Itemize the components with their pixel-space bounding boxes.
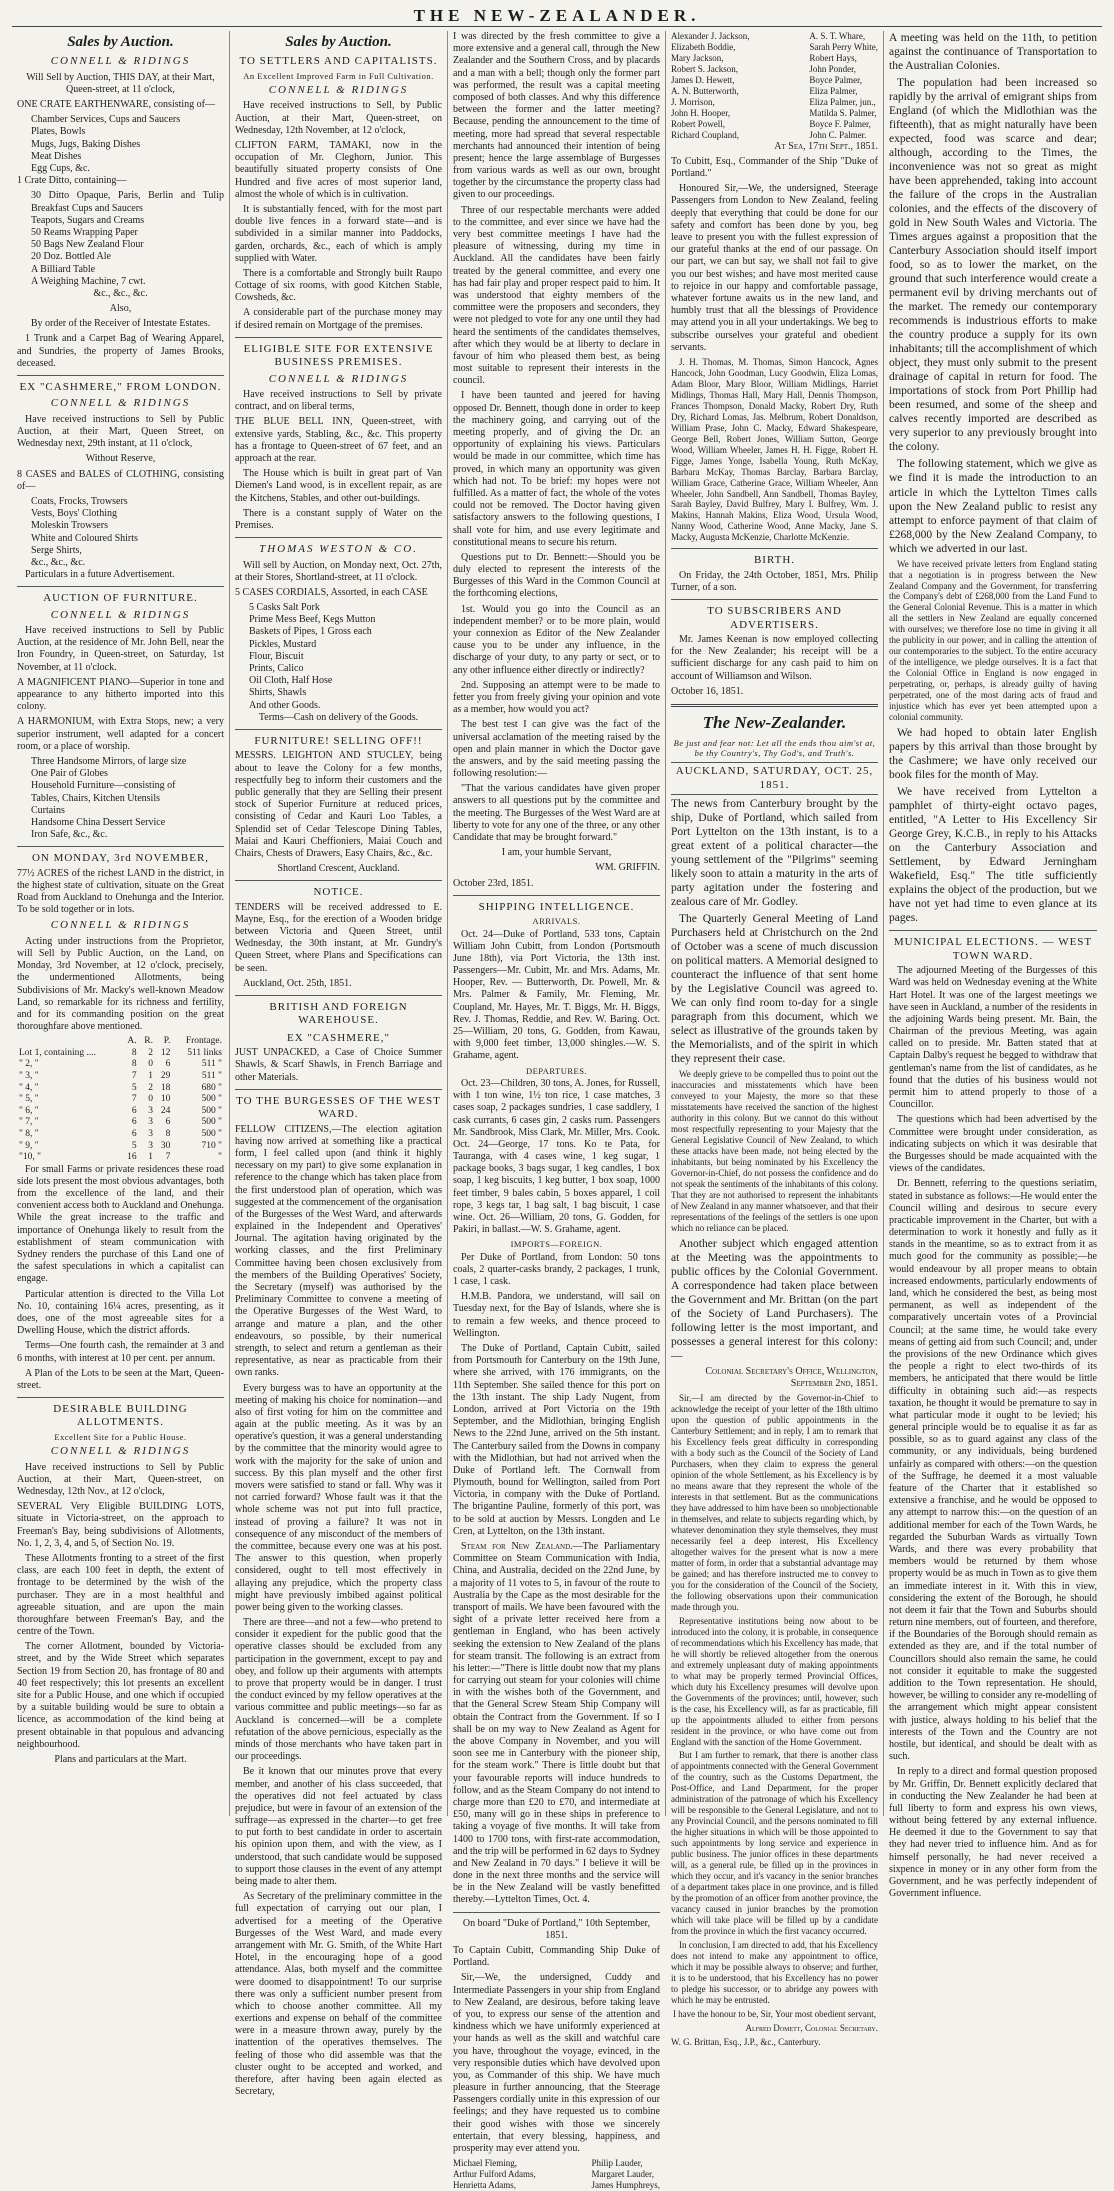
table-header-cell: Frontage. xyxy=(185,1036,222,1047)
ad-body: Have received instructions to Sell by Public Auction, at their Mart, Queen-street, on Wednesday, 12th Nov., at 12 o'clock, xyxy=(17,1461,224,1498)
columns xyxy=(12,31,1102,2191)
birth-heading: BIRTH. xyxy=(753,554,796,567)
ad-farm: CLIFTON FARM, TAMAKI, now in the occupation of Mr. Cleghorn, Junior. This beautifully situated property consists of One Hundred and five acres of most superior land, almost the whole of which is in cultivation. xyxy=(235,140,442,200)
table-cell: 6 xyxy=(165,1117,171,1128)
signatory: Mary Jackson, xyxy=(671,52,724,63)
signatory: A. S. T. Whare, xyxy=(809,31,866,41)
table-row xyxy=(17,1129,224,1141)
ad-terms: Terms—Cash on delivery of the Goods. xyxy=(258,711,419,723)
divider xyxy=(235,995,442,996)
letter-signature: WM. GRIFFIN. xyxy=(595,862,660,874)
ad-title: BRITISH AND FOREIGN WAREHOUSE. xyxy=(269,1000,408,1027)
divider xyxy=(453,1912,660,1913)
table-cell: 2 xyxy=(148,1082,153,1093)
table-cell: 5 xyxy=(131,1140,137,1151)
ad-date: ON MONDAY, 3rd NOVEMBER, xyxy=(31,852,210,865)
table-cell: 29 xyxy=(160,1071,171,1082)
ad-body: TENDERS will be received addressed to E. Mayne, Esq., for the erection of a Wooden bridge between Victoria and Queen Street, until Wednesday, the 30th instant, at Mr. Gundry's Queen Street, where Plans and Specifications can be seen. xyxy=(235,901,442,974)
editorial-paragraph: We had hoped to obtain later English papers by this arrival than those brought by the Cashmere; we have only received our book files for the month of May. xyxy=(889,727,1097,782)
table-cell: 3 xyxy=(148,1128,153,1139)
letter-paragraph: I was directed by the fresh committee to give a more extensive and a general call, through the New Zealander and the Southern Cross, and by placards and a man with a bell; though only the former part was performed, the result was a capital meeting composed of both classes. And why this difference between the former and the latter meeting? Because, pending the announcement to the time of meeting, more had spread that several respectable merchants had announced their intention of being present; hence the large assemblage of Burgesses from various wards as well as our own, brought together by the circumstance the property class had given to our proceedings. xyxy=(453,31,660,201)
nameplate: The New-Zealander. xyxy=(702,712,847,732)
table-cell: 6 xyxy=(131,1128,137,1139)
ad-title: ELIGIBLE SITE FOR EXTENSIVE BUSINESS PREMISES. xyxy=(243,342,434,369)
ad-body: The House which is built in great part of Van Diemen's Land wood, is in excellent repair, as are the Kitchens, Stables, and other out-buildings. xyxy=(235,468,442,504)
table-cell: " 9, " xyxy=(19,1140,39,1151)
reply-body: Honoured Sir,—We, the undersigned, Steerage Passengers from London to New Zealand, feeling deeply that everything that could be done for our safety and comfort has been done by you, beg leave to present you with the fullest expression of our grateful thanks at the end of our passage. On our part, we can but say, we shall not fail to give you our best wishes; and have most merited cause to rejoice in our happy and comfortable passage, whatever fortune awaits us in the new land, and humbly trust that all the blessings of Providence may attend you in all your undertakings. We beg to subscribe ourselves your grateful and obedient servants. xyxy=(671,183,878,353)
extract-paragraph: We have received private letters from England stating that a negotiation is in progress between the New Zealand Company and the Government, for transferring the Company's debt of £268,000 from the Land Fund to the General Colonial Revenue. This is a matter in which all the settlers in New Zealand are equally concerned with ourselves; we therefore lose no time in giving it all the publicity in our power, and in calling the attention of our contemporaries to the subject. To the entire accuracy of the intelligence, we pledge ourselves. It is a fact that the Colonial Office in England is now engaged in perpetrating, or, perhaps, is already guilty of having perpetrated, one of the most daring acts of fraud and injustice which has ever yet been attempted upon a colonial community. xyxy=(889,558,1097,723)
letter-paragraph: Representative institutions being now about to be introduced into the colony, it is probable, in consequence of recommendations which his Excellency has made, that he will shortly be relieved altogether from the onerous and extremely unpleasant duty of making appointments to what may be properly termed Provincial Offices, which duty his Excellency presumes will devolve upon the Governments of the provinces; until, however, such is the case, his Excellency will, as far as practicable, fill up the appointments alluded to either from persons resident in the province, or who have come out from England with the sanction of the Home Government. xyxy=(671,1615,878,1747)
editorial-paragraph: The news from Canterbury brought by the ship, Duke of Portland, which sailed from Port Lyttelton on the 13th instant, is to a great extent of a political character—the young settlement of the "Pilgrims" seeming likely soon to attain a maturity in the arts of party agitation under the fostering and zealous care of Mr. Godley. xyxy=(671,798,878,909)
ad-body: MESSRS. LEIGHTON AND STUCLEY, being about to leave the Colony for a few months, respectfully beg to inform their customers and the public generally that they are Selling their present stock of Superior Furniture at reduced prices, consisting of Cedar and Kauri Loo Tables, a Splendid set of Cedar Telescope Dining Tables, Maiai and Kauri Cheffioniers, Maiai Couch and Chairs, Chests of Drawers, Easy Chairs, &c., &c. xyxy=(235,750,442,859)
motto: Be just and fear not: Let all the ends thou aim'st at, be thy Country's, Thy God's, and Truth's. xyxy=(673,737,876,758)
list-item: Egg Cups, &c. xyxy=(31,163,90,175)
table-cell: 500 " xyxy=(201,1117,222,1128)
ad-body: A considerable part of the purchase money may if desired remain on Mortgage of the premises. xyxy=(235,307,442,331)
address-to: To Captain Cubitt, Commanding Ship Duke of Portland. xyxy=(453,1945,660,1969)
ad-terms: Terms—One fourth cash, the remainder at 3 and 6 months, with interest at 10 per cent. per annum. xyxy=(17,1340,224,1364)
subscribers-date: October 16, 1851. xyxy=(671,685,744,697)
signatory: Robert Hays, xyxy=(809,52,857,63)
auctioneer-name: THOMAS WESTON & CO. xyxy=(259,543,418,556)
ad-order: By order of the Receiver of Intestate Estates. xyxy=(30,318,211,330)
ad-title: FURNITURE! SELLING OFF!! xyxy=(254,734,423,747)
ad-piano: A MAGNIFICENT PIANO—Superior in tone and appearance to any hitherto imported into this colony. xyxy=(17,676,224,713)
column-3 xyxy=(448,31,666,2191)
ad-body: It is substantially fenced, with for the most part double live fences in a forward state—and is subdivided in a similar manner into Paddocks, garden, orchards, &c., each of which is amply supplied with Water. xyxy=(235,203,442,264)
auctioneer-name: CONNELL & RIDINGS xyxy=(50,608,191,621)
departures-heading: DEPARTURES. xyxy=(525,1065,588,1076)
signatories xyxy=(671,31,878,141)
table-row xyxy=(17,1059,224,1071)
letter-signature: Alfred Domett, Colonial Secretary. xyxy=(745,2022,878,2033)
signatory: Henrietta Adams, xyxy=(453,2180,516,2191)
signatory: Michael Fleming, xyxy=(453,2158,517,2169)
ad-address: Shortland Crescent, Auckland. xyxy=(277,863,400,875)
shipping-arrivals: Oct. 24—Duke of Portland, 533 tons, Captain William John Cubitt, from London (Portsmouth June 18th), via Port Victoria, the 13th inst. Passengers—Mr. Cubitt, Mr. and Mrs. Adams, Mr. Hooper, Rev. — Butterworth, Dr. Powell, Mr. & Mrs. Palmer & Family, Mr. Fleming, Mr. Coupland, Mr. Hayes, Mr. T. Biggs, Mr. H. Biggs, Rev. J. Thomas, Reddie, and Rev. W. Baring. Oct. 25—William, 20 tons, G. Godden, from Kawau, with 9,000 feet timber, 13,000 shingles.—W. S. Grahame, agent. xyxy=(453,928,660,1062)
list-item: Pickles, Mustard xyxy=(249,638,317,650)
signatory: Eliza Palmer, jun., xyxy=(809,96,876,107)
table-cell: 1 xyxy=(148,1071,153,1082)
table-cell: 8 xyxy=(131,1047,137,1058)
table-cell: " 6, " xyxy=(19,1105,39,1116)
list-item: Vests, Boys' Clothing xyxy=(31,508,117,520)
signatories-left xyxy=(453,2158,536,2191)
table-cell: 8 xyxy=(131,1059,137,1070)
ad-body: JUST UNPACKED, a Case of Choice Summer Shawls, & Scarf Shawls, in French Barriage and other Materials. xyxy=(235,1047,442,1083)
signatory: J. Morrison, xyxy=(671,96,715,107)
ad-harmonium: A HARMONIUM, with Extra Stops, new; a very superior instrument, well adapted for a concert room, or a place of worship. xyxy=(17,716,224,752)
signatory: Eliza Palmer, xyxy=(809,85,858,96)
report-paragraph: The questions which had been advertised by the Committee were brought under consideration, as indicating subjects on which it was desirable that the Burgesses should be made acquainted with the views of the candidates. xyxy=(889,1114,1097,1175)
list-item: Curtains xyxy=(31,804,65,816)
table-cell: 500 " xyxy=(201,1094,222,1105)
letter-paragraph: Every burgess was to have an opportunity at the meeting of making his choice for nomination—and also of first voting for him on the committee and again at the public meeting. As it was by an operative's question, it was a general understanding by the committee that the minority would agree to work with the majority for the sake of union and success. By this plan myself and the other first movers were satisfied to stand or fall. Why was it not carried forward? Whose fault was it that the whole scheme was not put into full practice, instead of proving a failure? It was not in consequence of any misconduct of the members of the committee, because every one was at his post. The answer to this question, when properly considered, ought to tell most effectively in allaying any prejudice, which the property class might have previously imbibed against political power being given to the working classes. xyxy=(235,1382,442,1613)
list-item: Coats, Frocks, Trowsers xyxy=(31,495,128,507)
memorial-extract: We deeply grieve to be compelled thus to point out the inaccuracies and misstatements which have been conveyed to your Majesty, the more so that these misstatements have received the sanction of the highest authority in this colony. But we cannot do this without most respectfully representing to your Majesty that the General Legislative Council of New Zealand, to which these attacks have been made, not being elected by the inhabitants, but being nominated by his Excellency the Governor-in-Chief, do not possess the confidence and do not speak the sentiments of the inhabitants of this colony. That they are not authorised to represent the inhabitants of New Zealand in any manner whatsoever, and that their representations of the feelings of the settlers is one upon which no reliance can be placed. xyxy=(671,1069,878,1233)
letter-paragraph: There are three—and not a few—who pretend to consider it expedient for the public good that the operative classes should be excluded from any participation in the government, except to pay and obey, and follow up their arguments with attempts to prove that property would be in danger. I trust the conduct evinced by my fellow operatives at the various committee and public meetings—so far as Auckland is concerned—will be a complete refutation of the above pernicious, especially as the minds of those merchants who have taken part in our proceedings. xyxy=(235,1617,442,1763)
ad-title: NOTICE. xyxy=(313,886,364,899)
editorial-paragraph: Another subject which engaged attention at the Meeting was the appointments to public offices by the Colonial Government. A correspondence had taken place between the Government and Mr. Brittan (on the part of the Society of Land Purchasers). The following letter is the most important, and possesses a general interest for this colony:— xyxy=(671,1237,878,1363)
column-1 xyxy=(12,31,230,1816)
divider xyxy=(17,846,224,847)
letter-title: TO THE BURGESSES OF THE WEST WARD. xyxy=(236,1094,441,1121)
table-cell: 511 links xyxy=(187,1047,222,1058)
table-cell: 3 xyxy=(148,1117,153,1128)
list-item: 5 Casks Salt Pork xyxy=(249,602,320,614)
news-paragraph xyxy=(453,1541,660,1907)
letter-close: I am, your humble Servant, xyxy=(501,847,612,859)
table-cell: 511 " xyxy=(201,1059,222,1070)
list-etc: &c., &c., &c. xyxy=(93,287,148,299)
letter-question: 2nd. Supposing an attempt were to be made to fetter you from freely giving your opinion and vote as a member, how would you act? xyxy=(453,679,660,716)
shipping-imports: Per Duke of Portland, from London: 50 tons coals, 2 quarter-casks brandy, 2 packages, 1 trunk, 1 case, 1 cask. xyxy=(453,1251,660,1288)
signatory: John Ponder, xyxy=(809,63,857,74)
column-2 xyxy=(230,31,448,2098)
auctioneer-name: CONNELL & RIDINGS xyxy=(268,84,409,97)
table-row xyxy=(17,1141,224,1153)
list-item: &c., &c., &c. xyxy=(31,556,86,568)
ad-body: Have received instructions to Sell by Public Auction, at the residence of Mr. John Bell, near the Iron Foundry, in Queen-street, on Saturday, 1st November, at 11 o'clock. xyxy=(17,625,224,673)
table-cell: 1 xyxy=(148,1152,153,1163)
ad-body: These Allotments fronting to a street of the first class, are each 100 feet in depth, the extent of frontage to be determined by the wish of the purchaser. They are in a most healthful and agreeable situation, and are upon the main thoroughfare between Freeman's Bay, and the centre of the Town. xyxy=(17,1552,224,1638)
steam-heading: Steam for New Zealand. xyxy=(461,1541,573,1553)
list-item: Prints, Calico xyxy=(249,663,304,675)
ad-body: 77½ ACRES of the richest LAND in the district, in the highest state of cultivation, situate on the Great Road from Auckland to Onehunga and the Interior. To be sold together or in lots. xyxy=(17,867,224,916)
ad-intro: Will Sell by Auction, THIS DAY, at their Mart, Queen-street, at 11 o'clock, xyxy=(26,71,215,95)
news-paragraph: H.M.B. Pandora, we understand, will sail on Tuesday next, for the Bay of Islands, where she is to remain a few weeks, and thence proceed to Wellington. xyxy=(453,1291,660,1339)
report-paragraph: In reply to a direct and formal question proposed by Mr. Griffin, Dr. Bennett explicitly declared that in conducting the New Zealander he had been at full liberty to form and express his own views, without being fettered by any external influence. He deemed it due to the Government to say that they had never tried to influence him. And as for himself personally, he had never received a sixpence in money or in any other form from the Government, and he was perfectly independent of Government influence. xyxy=(889,1766,1097,1900)
ad-body: 1 Trunk and a Carpet Bag of Wearing Apparel, and Sundries, the property of James Brooks, deceased. xyxy=(17,333,224,369)
ad-body: For small Farms or private residences these road side lots present the most obvious advantages, both from the excellence of the land, and their convenient access both to Auckland and Onehunga. While the great increase to the traffic and importance of Onehunga likely to result from the establishment of steam communication with Sydney renders the purchase of this Land one of the safest speculations in which a capitalist can engage. xyxy=(17,1163,224,1285)
signatories xyxy=(453,2158,660,2191)
signatories-left xyxy=(671,31,749,141)
divider xyxy=(889,930,1097,931)
steerage-names: J. H. Thomas, M. Thomas, Simon Hancock, Agnes Hancock, John Goodman, Lucy Goodwin, Eliza Lomas, Adam Bloor, Mary Bloor, William Midlings, Harriet Midlings, Thomas Hall, Mary Hall, Dennis Thompson, Frances Thompson, Donald Macky, Robert Dry, Ruth Dry, Richard Lomas, Jas. Melbrum, Robert Donaldson, William Prase, John C. Macky, Edward Shakespeare, George Bell, Robert Jones, William Sutton, George Wood, William Wheeler, James H. H. Figge, Robert H. Figge, James Yonge, Isabella Young, Ruth McKay, Barbara McKay, Thomas Barclay, Barbara Barclay, William Grace, Catherine Grace, William Wheeler, Ann Wheeler, John Sandbell, Ann Sandbell, Thomas Bayley, Sarah Bayley, David Bulfrey, Mary I. Bulfrey, Wm. J. Makins, Hannah Makins, Eliza Wood, Ursula Wood, Nanny Wood, Catherine Wood, Anne Macky, Jane S. Macky, Augusta McKenzie, Charlotte McKenzie. xyxy=(671,356,878,543)
section-heading: Sales by Auction. xyxy=(285,34,392,50)
table-cell: " 4, " xyxy=(19,1082,39,1093)
signatories-right xyxy=(592,2158,661,2191)
ad-subtitle: An Excellent Improved Farm in Full Cultivation. xyxy=(243,70,434,81)
masthead: THE NEW-ZEALANDER. xyxy=(12,6,1102,27)
table-cell: 6 xyxy=(165,1059,171,1070)
list-item: Meat Dishes xyxy=(31,150,82,162)
table-cell: 5 xyxy=(131,1082,137,1093)
ad-body: The corner Allotment, bounded by Victoria-street, and by the Wide Street which separates Section 19 from Section 20, has frontage of 80 and 40 feet respectively; this lot presents an excellent site for a Public House, and one which if occupied by a suitable building would be sure to obtain a licence, as accommodation of the kind being at present obtainable in that populous and advancing neighbourhood. xyxy=(17,1641,224,1750)
divider xyxy=(235,880,442,881)
lots-body xyxy=(17,1048,224,1164)
signatory: A. N. Butterworth, xyxy=(671,85,739,96)
column-4 xyxy=(666,31,884,2047)
signatories-right xyxy=(809,31,878,141)
report-paragraph: Dr. Bennett, referring to the questions seriatim, stated in substance as follows:—He would enter the Council willing and desirous to secure every practicable improvement in the Charter, but with a determination to work it honestly and fully as it stands in the meantime, so as to extract from it as much good for the community as possible;—he would endeavour by all proper means to obtain increased endowments, particularly endowments of land, which he considered the best, as being most permanent, as well as independent of the comparatively uncertain votes of a Provincial Council; at the same time, he would take every means of getting aid from such Council; and, under the provisions of the new Ordinance which gives the people a right to elect two-thirds of its members, he anticipated that there would be little difficulty in obtaining such aid:—as respects taxation, he thought it would be premature to say in what particular mode it ought to be levied; his general principle would be to equalise it as far as possible, so as to guard against any class of the community, or any individuals, being burdened unfairly as compared with others:—on the question of the Suffrage, he deemed it a most valuable feature of the Charter that it established so extensive a franchise, and he would be opposed to any attempt to narrow this:—on the question of an additional member for each of the Town Wards, he regarded the Suburban Wards as virtually Town Wards, and there was every probability that members would be returned by them whose property would be as much in Town as to give them an immediate interest in it. With this in view, considering the extent of the Borough, he should not deem it fair that the Town and Suburbs should return nine members, out of fourteen, and therefore, if the Boundaries of the Borough should remain as extended as they are, and if the total number of Councillors should also remain the same, he could not consider it equitable to make the suggested addition to the Town representation. He should, however, be willing to consider any re-modelling of the arrangement which might appear consistent with justice, always holding to his belief that the interests of the Town and the Country are not hostile, but identical, and should be dealt with as such. xyxy=(889,1178,1097,1763)
letter-paragraph: Be it known that our minutes prove that every member, and another of his class succeeded, that the operatives did not feel actuated by class prejudice, but were in favour of an extension of the suffrage—as expressed in the charter—to get free to put forth to best candidate in order to ascertain his opinion upon them, and with the view, as I understood, that such candidate would be supposed to support those clauses in the event of any attempt being made to alter them. xyxy=(235,1766,442,1887)
table-cell: 30 xyxy=(160,1140,171,1151)
list-item: One Pair of Globes xyxy=(31,768,108,780)
table-cell: 7 xyxy=(165,1152,171,1163)
table-cell: 500 " xyxy=(201,1105,222,1116)
signatory: James Humphreys, xyxy=(591,2180,660,2191)
letter-paragraph: But I am further to remark, that there is another class of appointments connected with the General Government of the country, such as the Customs Department, the Post-Office, and Land Department, for the proper administration of the patronage of which his Excellency will be responsible to the General Legislature, and not to any Provincial Council, and the persons nominated to fill the higher situations in which will be those appointed to such appointments by long service and experience in public business. The junior offices in these departments will, as a general rule, be filled up in the provinces in which they occur, and it's vacancy in the senior branches of a department takes place in one province, and is filled by the promotion of an officer from another province, the vacancy caused in junior branches by the promotion which will take place will be filled up by a candidate from the province in which the first vacancy occurred. xyxy=(671,1750,878,1936)
dateline: AUCKLAND, SATURDAY, OCT. 25, 1851. xyxy=(671,762,878,795)
table-cell: 8 xyxy=(165,1128,171,1139)
signatory: Matilda S. Palmer, xyxy=(809,107,877,118)
signatory: Alexander J. Jackson, xyxy=(671,31,750,41)
auctioneer-name: CONNELL & RIDINGS xyxy=(50,55,191,68)
ad-inn: THE BLUE BELL INN, Queen-street, with extensive yards, Stabling, &c., &c. This property has a frontage to Queen-street of 67 feet, and an approach at the rear. xyxy=(235,416,442,464)
table-cell: 0 xyxy=(148,1059,153,1070)
signatory: Robert S. Jackson, xyxy=(671,63,738,74)
table-header xyxy=(17,1036,224,1048)
list-item: Serge Shirts, xyxy=(31,544,82,556)
table-cell: 2 xyxy=(148,1047,153,1058)
ad-body: Have received instructions to Sell by private contract, and on liberal terms, xyxy=(235,389,442,413)
list-item: Teapots, Sugars and Creams xyxy=(31,214,145,226)
letter-resolution: "That the various candidates have given proper answers to all questions put by the committee and the meeting. The Burgesses of the West Ward are at liberty to vote for any one of the three, or any other Candidate that may be brought forward." xyxy=(453,783,660,843)
divider xyxy=(235,537,442,538)
table-cell: " 5, " xyxy=(19,1094,39,1105)
signatory: Richard Coupland, xyxy=(671,129,739,140)
report-paragraph: The adjourned Meeting of the Burgesses of this Ward was held on Wednesday evening at the White Hart Hotel. It was one of the largest meetings we have seen in Auckland, a number of the residents in the adjoining Wards being present. Mr. Bain, the Chairman of the previous Meeting, was again called on to preside. Mr. Batten stated that at Captain Dalby's request he begged to withdraw that gentleman's name from the list of candidates, as he found that the duties of his business would not permit him to attend properly to those of a Councillor. xyxy=(889,965,1097,1111)
table-cell: 12 xyxy=(160,1047,171,1058)
signatory: John C. Palmer. xyxy=(809,129,867,140)
ad-title: TO SETTLERS AND CAPITALISTS. xyxy=(239,55,438,68)
ad-title: EX "CASHMERE," FROM LONDON. xyxy=(19,381,222,394)
letter-paragraph: Three of our respectable merchants were added to the committee, and ever since we have had the very best committee meetings I have had the pleasure of witnessing, during my time in Auckland. All the candidates have been fairly treated by the general committee, and every one has had fair play and proper respect paid to him. It was understood that eighty members of the committee were the proposers and seconders, they were not pledged to vote for any one until they had heard the sentiments of the candidates themselves, after which they would be at liberty to declare in favour of him who pleased them best, as being most suitable to represent their interests in the council. xyxy=(453,204,660,387)
shipping-departures: Oct. 23—Children, 30 tons, A. Jones, for Russell, with 1 ton wine, 1½ ton rice, 1 case matches, 3 cases soap, 2 packages sundries, 1 case saddlery, 1 cask currants, 6 cases gin, 2 casks rum. Passengers Mr. Sandbrook, Miss Clark, Mr. Miller, Mrs. Cook. Oct. 24—George, 17 tons. Ko te Pata, for Tauranga, with 4 cases wine, 1 keg sugar, 1 package books, 3 bags sugar, 1 keg candles, 1 box soap, 1 keg biscuits, 1 keg butter, 1 box soap, 1000 feet timber, 9 bales cabin, 5 boxes apparel, 1 coil rope, 3 kegs tar, 1 bag salt, 1 bag biscuit, 1 case wine. Oct. 26—William, 20 tons, G. Godden, for Pakiri, in ballast.—W. S. Grahame, agent. xyxy=(453,1077,660,1236)
list-item: A Weighing Machine, 7 cwt. xyxy=(31,275,146,287)
ad-date: Auckland, Oct. 25th, 1851. xyxy=(243,977,352,989)
divider xyxy=(671,599,878,600)
double-rule xyxy=(671,704,878,707)
column-5 xyxy=(884,31,1102,1900)
table-cell: " 2, " xyxy=(19,1059,39,1070)
ad-plan: A Plan of the Lots to be seen at the Mart, Queen-street. xyxy=(17,1367,224,1391)
table-cell: 7 xyxy=(131,1071,137,1082)
list-item: Tables, Chairs, Kitchen Utensils xyxy=(31,792,160,804)
table-cell: 680 " xyxy=(201,1082,222,1093)
table-cell: " 3, " xyxy=(19,1071,39,1082)
divider xyxy=(235,337,442,338)
reply-date: At Sea, 17th Sept., 1851. xyxy=(774,140,878,152)
ad-body: Will sell by Auction, on Monday next, Oct. 27th, at their Stores, Shortland-street, at 11 o'clock. xyxy=(235,559,442,583)
editorial-paragraph: The population had been increased so rapidly by the arrival of emigrant ships from England (of which the Midlothian was the fifteenth), that as might naturally have been expected, food was scarce and dear; although, according to the Times, the inconvenience was not so great as might have been apprehended, taking into account the failure of the crops in the Australian colonies, and the effects of the discovery of gold in New South Wales and Victoria. The Times argues against a proposition that the Canterbury Association should itself import food, so as to lower the market, on the ground that such interference would create a permanent evil by driving merchants out of the market. The remedy our contemporary recommends is industrious efforts to make the country produce a supply for its own inhabitants; till the accomplishment of which object, they must only submit to the present drainage of capital in return for food. The importations of stock from Port Phillip had been resumed, and some of the sheep and calves recently imported are described as very superior to any previously brought into the colony. xyxy=(889,77,1097,454)
ad-body: Acting under instructions from the Proprietor, will Sell by Public Auction, on the Land, on Monday, 3rd November, at 12 o'clock, precisely, the undermentioned Allotments, being Subdivisions of Mr. Macky's well-known Meadow Land, so remarkable for its richness and fertility, and for its commanding position on the great thoroughfare above mentioned. xyxy=(17,935,224,1033)
ad-title: DESIRABLE BUILDING ALLOTMENTS. xyxy=(53,1403,188,1429)
list-item: Plates, Bowls xyxy=(31,126,86,138)
ad-body: There is a comfortable and Strongly built Raupo Cottage of six rooms, with good Kitchen Stable, Cowsheds, &c. xyxy=(235,267,442,304)
signatory: Elizabeth Boddie, xyxy=(671,41,736,52)
table-row xyxy=(17,1071,224,1083)
letter-paragraph: I have been taunted and jeered for having opposed Dr. Bennett, though done in order to keep the machinery going, and carrying out of the meeting properly, and of giving the Dr. an opportunity of explaining his views. Particulars would be made in our committee, which time has proved, in which many an opportunity was given which had not. To be brief: my hopes were not fulfilled. As a matter of fact, the whole of the votes could not be removed. The Doctor having given satisfactory answers to the following questions, I shall vote for him, and use every legitimate and constitutional means to secure his return. xyxy=(453,390,660,548)
list-item: Flour, Biscuit xyxy=(249,650,304,662)
editorial-paragraph: We have received from Lyttelton a pamphlet of thirty-eight octavo pages, entitled, "A Letter to His Excellency Sir George Grey, K.C.B., in reply to his Attacks on the Canterbury Association and Settlement, by Edward Jerningham Wakefield, Esq." The title sufficiently explains the object of the production, but we have not yet had time to even glance at its pages. xyxy=(889,786,1097,925)
table-cell: 10 xyxy=(160,1094,171,1105)
imports-heading: IMPORTS—FOREIGN. xyxy=(510,1239,603,1250)
list-item: Handsome China Dessert Service xyxy=(31,816,166,828)
list-item: Iron Safe, &c., &c. xyxy=(31,829,108,841)
letter-paragraph: FELLOW CITIZENS,—The election agitation having now arrived at something like a practical form, I feel called upon (and think it highly necessary on my part) to give some explanation in reference to the change which has taken place from the first understood plan of operation, which was suggested at the commencement of the organisation of the Burgesses of the West Ward, and afterwards explained in the Independent and Operatives' Journal. The agitation having originated by the working classes, and the first Preliminary Committee having been chosen exclusively from the members of the Building Operatives' Society, the Secretary (myself) was authorised by the Preliminary Committee to convene a meeting of the Operative Burgesses of the West Ward, to arrange and mature a plan, and the other endeavours, so possible, by their numerical strength, to select and return a gentleman as their representative, as near as practicable from their own ranks. xyxy=(235,1123,442,1379)
ad-plans: Plans and particulars at the Mart. xyxy=(54,1753,187,1765)
divider xyxy=(671,548,878,549)
ad-body: Have received instructions to Sell, by Public Auction, at their Mart, Queen-street, on Wednesday, 12th November, at 12 o'clock, xyxy=(235,100,442,136)
table-header-cell: A. xyxy=(127,1036,137,1047)
table-cell: 710 " xyxy=(201,1140,222,1151)
signatory: Philip Lauder, xyxy=(591,2158,643,2169)
table-cell: Lot 1, containing .... xyxy=(19,1047,97,1058)
list-item: 50 Bags New Zealand Flour xyxy=(31,239,144,251)
letter-paragraph: As Secretary of the preliminary committee in the full expectation of carrying out our plan, I advertised for a meeting of the Operative Burgesses of the West Ward, and made every arrangement with Mr. G. Smith, of the White Hart Hotel, in the encouraging hope of a good attendance. Alas, both myself and the committee were doomed to disappointment! To our surprise there was only a sufficient number present from which to choose another committee. All my exertions and expense on behalf of the committee were in a measure thrown away, purely by the inattention of the operatives themselves. The feeling of those who did assemble was that the cluster ought to be accepted and worked, and therefore, after having been again elected as Secretary, xyxy=(235,1891,442,2098)
table-row xyxy=(17,1117,224,1129)
table-header-cell xyxy=(17,1036,121,1048)
list-item: Three Handsome Mirrors, of large size xyxy=(31,755,187,767)
ad-title: AUCTION OF FURNITURE. xyxy=(43,592,198,605)
section-heading: Sales by Auction. xyxy=(67,34,174,50)
signatory: Boyce Palmer, xyxy=(809,74,863,85)
ad-reserve: Without Reserve, xyxy=(85,453,156,465)
table-header-cell: R. xyxy=(144,1036,153,1047)
list-item: Household Furniture—consisting of xyxy=(31,780,176,792)
letter-close: I have the honour to be, Sir, Your most obedient servant, xyxy=(672,2008,877,2019)
letter-paragraph: Sir,—I am directed by the Governor-in-Chief to acknowledge the receipt of your letter of the 18th ultimo upon the question of public appointments in the Canterbury Settlement; and in reply, I am to remark that his Excellency feels great difficulty in corresponding with a body such as the Council of the Society of Land Purchasers, when they claim to express the general opinion of the whole Settlement, as his Excellency is by no means aware that they represent the whole of the interests in that settlement. But as the communications they have addressed to him have been so unobjectionable in themselves, and relate to subjects regarding which, by whatever denomination they style themselves, they must necessarily feel a deep interest, His Excellency altogether waives for the present what is now a mere matter of form, in order that a substantial advantage may be gained; and has therefore instructed me to convey to you for the consideration of the Council of the Society, the following observations upon their communication made through you. xyxy=(671,1393,878,1612)
divider xyxy=(17,586,224,587)
divider xyxy=(17,1397,224,1398)
ad-cases: 5 CASES CORDIALS, Assorted, in each CASE xyxy=(235,586,428,598)
ad-body: There is a constant supply of Water on the Premises. xyxy=(235,507,442,531)
letter-question: 1st. Would you go into the Council as an independent member? or to be more plain, would your connexion as Editor of the New Zealander cause you to be under any influence, in the discharge of your duty, to any party or sect, or to any other influence either directly or indirectly? xyxy=(453,603,660,676)
ad-subtitle: Excellent Site for a Public House. xyxy=(54,1431,187,1442)
table-cell: 16 xyxy=(127,1152,137,1163)
arrivals-heading: ARRIVALS. xyxy=(532,916,581,927)
list-item: Baskets of Pipes, 1 Gross each xyxy=(249,626,372,638)
ad-cases: 8 CASES and BALES of CLOTHING, consisting of— xyxy=(17,468,224,492)
ad-lots: SEVERAL Very Eligible BUILDING LOTS, situate in Victoria-street, on the approach to Freeman's Bay, being subdivisions of Allotments, No. 1, 2, 3, 4, and 5, of Section No. 19. xyxy=(17,1501,224,1549)
ad-body: Have received instructions to Sell by Public Auction, at their Mart, Queen Street, on Wednesday next, 29th instant, at 11 o'clock, xyxy=(17,413,224,450)
lots-table xyxy=(17,1036,224,1163)
ad-body: Particular attention is directed to the Villa Lot No. 10, containing 16¼ acres, presenting, as it does, one of the most agreeable sites for a Dwelling House, which the district affords. xyxy=(17,1288,224,1337)
table-cell: " 7, " xyxy=(19,1117,39,1128)
table-row xyxy=(17,1048,224,1060)
letter-head: Colonial Secretary's Office, Wellington, September 2nd, 1851. xyxy=(705,1366,878,1390)
list-item: Mugs, Jugs, Baking Dishes xyxy=(31,138,141,150)
signatory: Sarah Perry White, xyxy=(809,41,878,52)
list-item: White and Coloured Shirts xyxy=(31,532,138,544)
letter-paragraph: Questions put to Dr. Bennett:—Should you be duly elected to represent the interests of the Burgesses of this Ward in the Common Council at the forthcoming elections, xyxy=(453,551,660,600)
list-item: Moleskin Trowsers xyxy=(31,520,108,532)
ad-crate: 1 Crate Ditto, containing— xyxy=(17,175,127,187)
subscribers-heading: TO SUBSCRIBERS AND ADVERTISERS. xyxy=(707,605,842,631)
table-cell: 18 xyxy=(160,1082,171,1093)
birth-notice: On Friday, the 24th October, 1851, Mrs. Philip Turner, of a son. xyxy=(671,569,878,593)
table-row xyxy=(17,1094,224,1106)
table-cell: 511 " xyxy=(201,1071,222,1082)
signatory: Boyce F. Palmer, xyxy=(809,118,871,129)
editorial-paragraph: The Quarterly General Meeting of Land Purchasers held at Christchurch on the 2nd of October was a scene of much discussion on political matters. A Memorial designed to counteract the influence of that sent home by the Legislative Council was agreed to. We can only find room to-day for a single paragraph from this document, which we select as illustrative of the grounds taken by the Memorialists, and of the spirit in which they represent their case. xyxy=(671,913,878,1066)
editorial-paragraph: A meeting was held on the 11th, to petition against the continuance of Transportation to the Australian Colonies. xyxy=(889,32,1097,73)
auctioneer-name: CONNELL & RIDINGS xyxy=(50,397,191,410)
table-cell: " xyxy=(218,1152,222,1163)
ad-subtitle: EX "CASHMERE," xyxy=(286,1031,391,1044)
table-header-cell: P. xyxy=(163,1036,171,1047)
divider xyxy=(453,895,660,896)
signatory: James D. Hewett, xyxy=(671,74,735,85)
auctioneer-name: CONNELL & RIDINGS xyxy=(268,372,409,385)
table-cell: 3 xyxy=(148,1140,153,1151)
table-cell: " 8, " xyxy=(19,1128,39,1139)
reply-to: To Cubitt, Esq., Commander of the Ship "Duke of Portland." xyxy=(671,155,878,180)
table-cell: 7 xyxy=(131,1094,137,1105)
list-item: And other Goods. xyxy=(249,699,321,711)
list-item: 20 Doz. Bottled Ale xyxy=(31,251,111,263)
letter-paragraph: The best test I can give was the fact of the universal acclamation of the meeting raised by the open and plain manner in which the Doctor gave the answers, and by the said meeting passing the following resolution:— xyxy=(453,719,660,780)
table-row xyxy=(17,1152,224,1164)
auctioneer-name: CONNELL & RIDINGS xyxy=(50,919,191,932)
signatory: John H. Hooper, xyxy=(671,107,731,118)
signatory: Margaret Lauder, xyxy=(591,2169,654,2180)
list-item: Chamber Services, Cups and Saucers xyxy=(31,114,181,126)
editorial-paragraph: The following statement, which we give as we find it is made the introduction to an article in which the Lyttelton Times calls upon the New Zealand public to resist any attempt to enforce payment of that claim of £268,000 by the New Zealand Company, to which we adverted in our last. xyxy=(889,458,1097,555)
table-cell: 500 " xyxy=(201,1128,222,1139)
list-item: 50 Reams Wrapping Paper xyxy=(31,226,138,238)
table-cell: 6 xyxy=(131,1117,137,1128)
auctioneer-name: CONNELL & RIDINGS xyxy=(50,1445,191,1458)
list-item: Prime Mess Beef, Kegs Mutton xyxy=(249,614,376,626)
ad-crate: ONE CRATE EARTHENWARE, consisting of— xyxy=(17,99,215,111)
ad-foot: Particulars in a future Advertisement. xyxy=(25,569,175,581)
list-item: A Billiard Table xyxy=(31,263,96,275)
list-item: Oil Cloth, Half Hose xyxy=(249,675,333,687)
table-cell: "10, " xyxy=(19,1152,42,1163)
municipal-title: MUNICIPAL ELECTIONS. — WEST TOWN WARD. xyxy=(893,936,1093,962)
shipping-title: SHIPPING INTELLIGENCE. xyxy=(478,900,635,913)
signatory: Robert Powell, xyxy=(671,118,725,129)
letter-paragraph: In conclusion, I am directed to add, that his Excellency does not intend to make any appointment to office, which it may be possible always to observe; and further, it is to be understood, that his Excellency has no power to pledge his successor, or to abridge any powers with which he may be entrusted. xyxy=(671,1939,878,2005)
divider xyxy=(17,375,224,376)
table-row xyxy=(17,1106,224,1118)
address-body: Sir,—We, the undersigned, Cuddy and Intermediate Passengers in your ship from England to New Zealand, are desirous, before taking leave of you, to express our sense of the attention and kindness which we have uniformly experienced at your hands as well as the skill and watchful care you have, throughout the voyage, evinced, in the very responsible duties which have devolved upon you, as Commander of this ship. We have much pleasure in further announcing, that the Steerage Passengers cordially unite in this expression of our feelings; and they have requested us to combine their good wishes with those we sincerely entertain, that every blessing, happiness, and prosperity may ever attend you. xyxy=(453,1972,660,2155)
divider xyxy=(235,729,442,730)
list-item: Shirts, Shawls xyxy=(249,687,307,699)
table-cell: 0 xyxy=(148,1094,153,1105)
address-heading: On board "Duke of Portland," 10th September, 1851. xyxy=(462,1917,651,1941)
news-paragraph: The Duke of Portland, Captain Cubitt, sailed from Portsmouth for Canterbury on the 19th June, where she arrived, with 176 immigrants, on the 11th September. She sailed thence for this port on the 13th instant. The ship Lady Nugent, from London, arrived at Port Victoria on the 19th September, and the Midlothian, bringing English News to the 22nd June, arrived on the 5th instant. The Canterbury sailed from the Downs in company with the Midlothian, but had not arrived when the Duke of Portland left. The Cornwall from Plymouth, bound for Wellington, sailed from Port Victoria, in company with the Duke of Portland. The brigantine Pauline, formerly of this port, was to be sold at auction by Messrs. Longden and Le Cren, at Lyttelton, on the 13th instant. xyxy=(453,1343,660,1537)
table-row xyxy=(17,1083,224,1095)
letter-recipient: W. G. Brittan, Esq., J.P., &c., Canterbury. xyxy=(671,2036,821,2047)
list-item: 30 Ditto Opaque, Paris, Berlin and Tulip Breakfast Cups and Saucers xyxy=(31,190,224,214)
ad-also: Also, xyxy=(109,303,132,315)
signatory: Arthur Fulford Adams, xyxy=(453,2169,536,2180)
steam-text: —The Parliamentary Committee on Steam Communication with India, China, and Australia, decided on the 22nd June, by a majority of 11 votes to 5, in favour of the route to Australia by the Cape as the most desirable for the transport of mails. We have been favoured with the sight of a private letter received here from a gentleman in England, who has been actively seeking the extension to New Zealand of the plans for steam transit. The following is an extract from his letter:—"There is little doubt now that my plans for carrying out steam for your colonies will chime in with the wishes both of the Government, and that the General Screw Steam Ship Company will obtain the Contract from the Government. If so I shall be on my way to New Zealand as Agent for the above Company in November, and you will soon see me in Canterbury with the pioneer ship, for the steam work." There is little doubt but that your favourable reports will induce hundreds to follow, and as the Steam Company do not intend to charge more than £20 to £70, and intermediate at £50, many will go in these ships in preference to taking a voyage of five months. It will take from 1400 to 1700 tons, with first-rate accommodation, and the trip will be performed in 62 days to Sydney and New Zealand in 70 days." I believe it will be done in the next three months and the service will be in the New Zealand will be vastly benefitted thereby.—Lyttelton Times, Oct. 4. xyxy=(453,1541,660,1906)
table-cell: 3 xyxy=(148,1105,153,1116)
subscribers-notice: Mr. James Keenan is now employed collecting for the New Zealander; his receipt will be a sufficient discharge for any cash paid to him on account of Williamson and Wilson. xyxy=(671,633,878,682)
table-cell: 6 xyxy=(131,1105,137,1116)
letter-date: October 23rd, 1851. xyxy=(453,877,534,889)
divider xyxy=(235,1089,442,1090)
table-cell: 24 xyxy=(160,1105,171,1116)
